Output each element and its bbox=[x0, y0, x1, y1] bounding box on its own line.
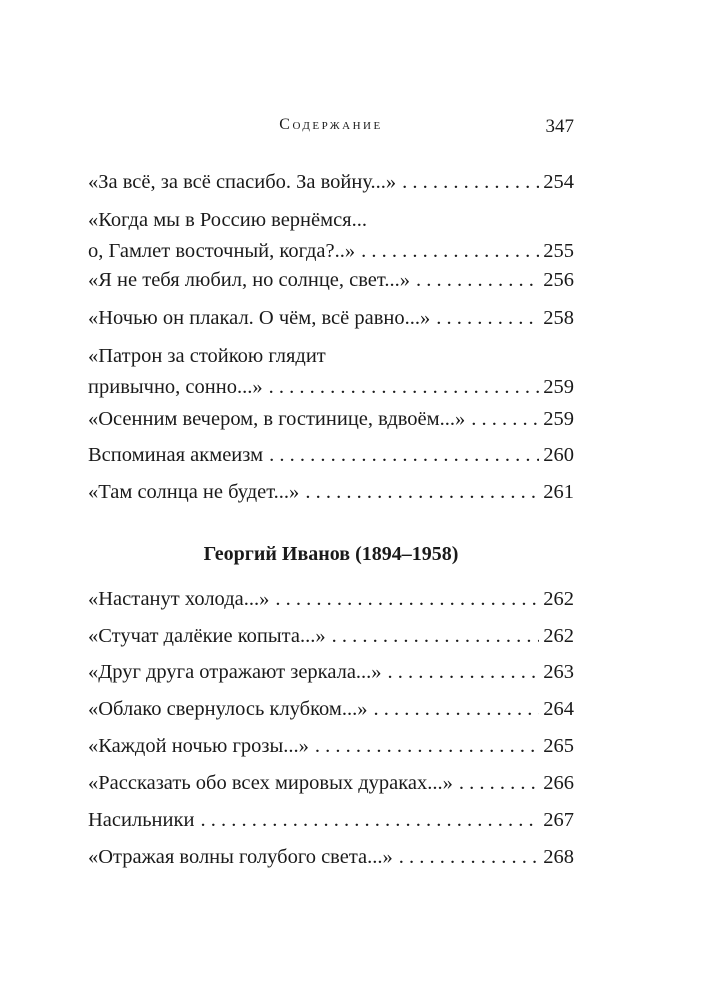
entry-title: «Там солнца не будет...» bbox=[88, 481, 300, 503]
running-title: Содержание bbox=[279, 116, 383, 133]
toc-entry[interactable] bbox=[88, 584, 574, 615]
entry-page: 259 bbox=[543, 376, 574, 398]
toc-entry[interactable] bbox=[88, 205, 574, 267]
leader-dots bbox=[315, 731, 539, 762]
toc-entry[interactable] bbox=[88, 440, 574, 471]
leader-dots bbox=[269, 372, 540, 403]
entry-page: 264 bbox=[543, 698, 574, 720]
entry-title: «Рассказать обо всех мировых дураках...» bbox=[88, 772, 453, 794]
leader-dots bbox=[305, 477, 539, 508]
entry-title: «Отражая волны голубого света...» bbox=[88, 846, 393, 868]
toc-entry[interactable] bbox=[88, 694, 574, 725]
entry-page: 262 bbox=[543, 588, 574, 610]
entry-title-line1: «Когда мы в Россию вернёмся... bbox=[88, 209, 367, 231]
toc-entry[interactable] bbox=[88, 341, 574, 403]
entry-title: «Я не тебя любил, но солнце, свет...» bbox=[88, 269, 410, 291]
leader-dots bbox=[402, 167, 539, 198]
toc-entry[interactable] bbox=[88, 805, 574, 836]
toc-entry[interactable] bbox=[88, 303, 574, 334]
entry-title-line1: «Патрон за стойкою глядит bbox=[88, 345, 326, 367]
toc-entry[interactable] bbox=[88, 657, 574, 688]
entry-title: «Стучат далёкие копыта...» bbox=[88, 625, 326, 647]
entry-title: «За всё, за всё спасибо. За войну...» bbox=[88, 171, 397, 193]
leader-dots bbox=[388, 657, 540, 688]
toc-entry[interactable] bbox=[88, 477, 574, 508]
leader-dots bbox=[399, 842, 539, 873]
entry-page: 262 bbox=[543, 625, 574, 647]
entry-title: «Облако свернулось клубком...» bbox=[88, 698, 368, 720]
entry-page: 256 bbox=[543, 269, 574, 291]
leader-dots bbox=[471, 404, 539, 435]
leader-dots bbox=[459, 768, 539, 799]
entry-title: Вспоминая акмеизм bbox=[88, 444, 264, 466]
author-section-heading: Георгий Иванов (1894–1958) bbox=[203, 543, 459, 565]
toc-entry[interactable] bbox=[88, 731, 574, 762]
entry-page: 263 bbox=[543, 661, 574, 683]
entry-page: 261 bbox=[543, 481, 574, 503]
entry-page: 267 bbox=[543, 809, 574, 831]
entry-page: 254 bbox=[543, 171, 574, 193]
entry-title: Насильники bbox=[88, 809, 195, 831]
entry-page: 268 bbox=[543, 846, 574, 868]
entry-page: 258 bbox=[543, 307, 574, 329]
entry-page: 255 bbox=[543, 240, 574, 262]
toc-entry[interactable] bbox=[88, 768, 574, 799]
page-header bbox=[88, 116, 574, 142]
leader-dots bbox=[361, 236, 539, 267]
entry-title: «Каждой ночью грозы...» bbox=[88, 735, 309, 757]
toc-entry[interactable] bbox=[88, 621, 574, 652]
entry-title: «Друг друга отражают зеркала...» bbox=[88, 661, 382, 683]
toc-entry[interactable] bbox=[88, 842, 574, 873]
entry-page: 260 bbox=[543, 444, 574, 466]
leader-dots bbox=[275, 584, 539, 615]
leader-dots bbox=[269, 440, 539, 471]
entry-page: 266 bbox=[543, 772, 574, 794]
leader-dots bbox=[373, 694, 539, 725]
entry-title: «Осенним вечером, в гостинице, вдвоём...» bbox=[88, 408, 466, 430]
toc-entry[interactable] bbox=[88, 404, 574, 435]
leader-dots bbox=[200, 805, 539, 836]
entry-title: «Ночью он плакал. О чём, всё равно...» bbox=[88, 307, 431, 329]
leader-dots bbox=[436, 303, 539, 334]
toc-entry[interactable] bbox=[88, 265, 574, 296]
entry-page: 265 bbox=[543, 735, 574, 757]
entry-page: 259 bbox=[543, 408, 574, 430]
page-number: 347 bbox=[545, 116, 574, 137]
entry-title: о, Гамлет восточный, когда?..» bbox=[88, 240, 356, 262]
entry-title: «Настанут холода...» bbox=[88, 588, 270, 610]
entry-title: привычно, сонно...» bbox=[88, 376, 263, 398]
toc-entry[interactable] bbox=[88, 167, 574, 198]
leader-dots bbox=[332, 621, 540, 652]
leader-dots bbox=[416, 265, 539, 296]
